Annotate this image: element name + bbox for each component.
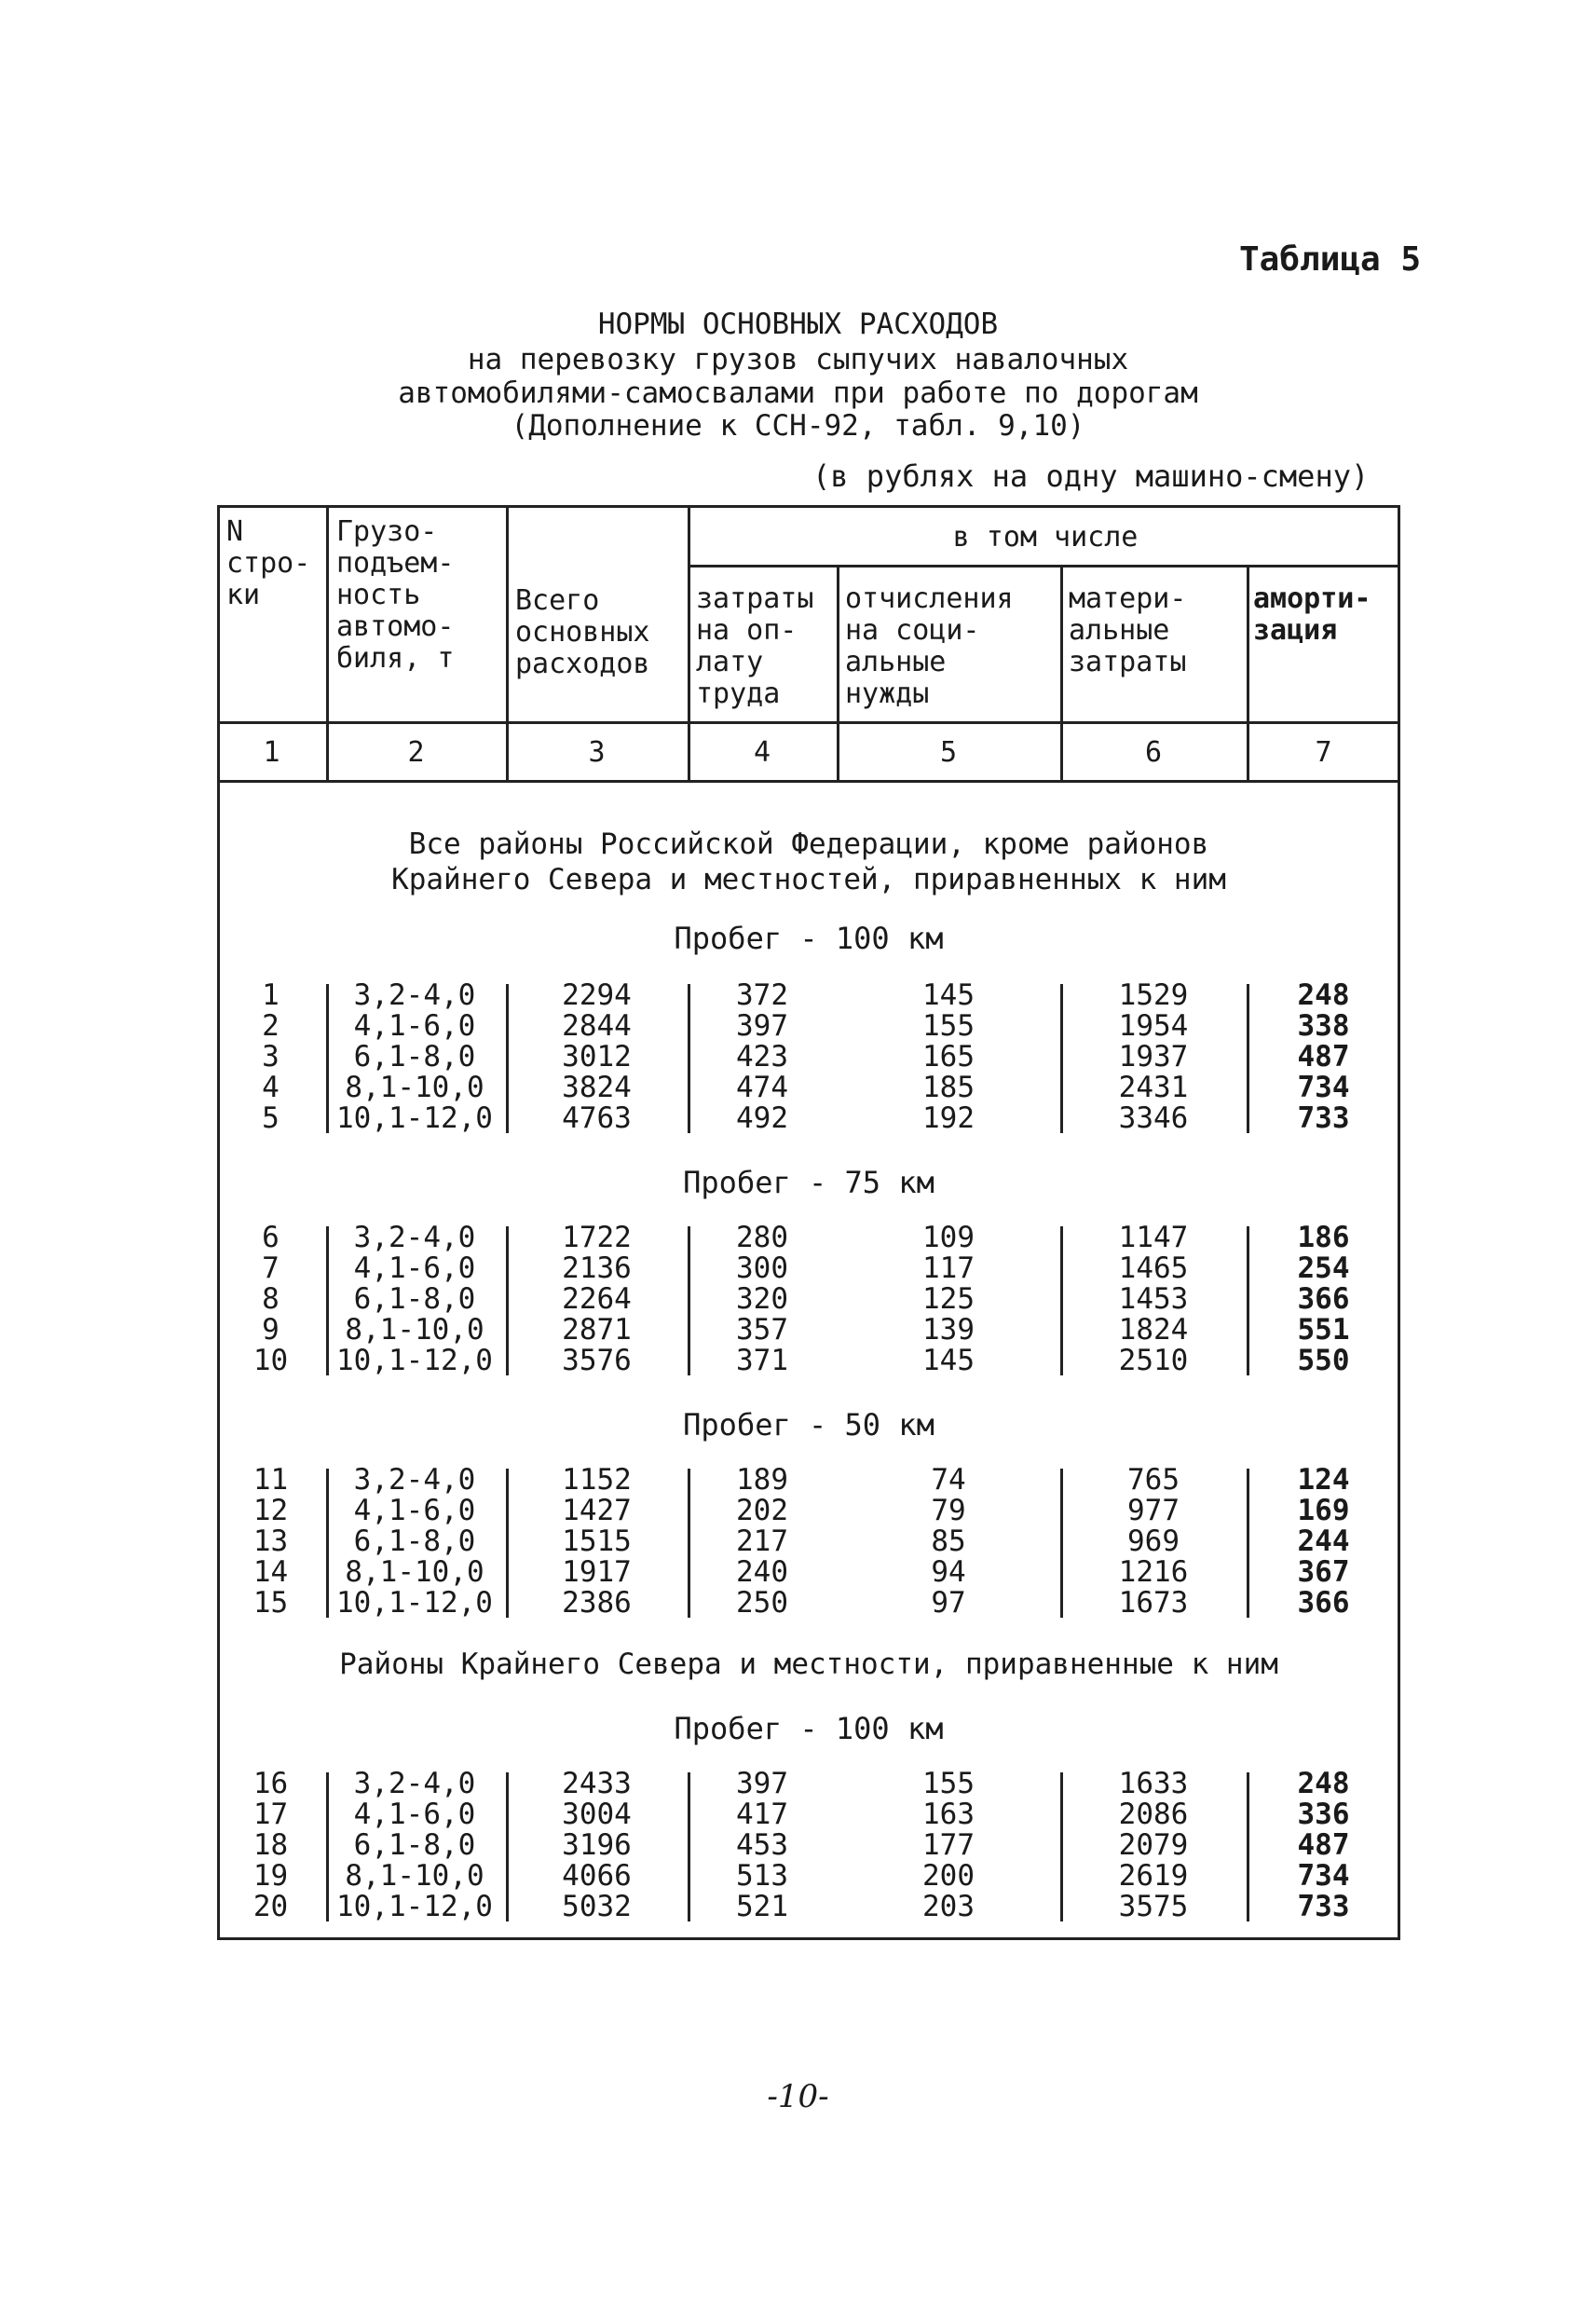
cell-material-costs: 2086 [1118,1798,1189,1831]
cell-row-number: 11 [252,1463,289,1497]
cell-total-costs: 3004 [562,1798,632,1831]
cell-social-contributions: 177 [922,1828,975,1862]
table-row [217,1011,1400,1042]
cell-capacity: 3,2-4,0 [353,1767,476,1800]
cell-total-costs: 3576 [562,1344,632,1377]
cell-capacity: 10,1-12,0 [336,1344,493,1377]
header-including: в том числе [952,521,1139,554]
cell-social-contributions: 145 [922,978,975,1012]
table-row [217,1526,1400,1557]
cell-capacity: 4,1-6,0 [353,1009,476,1043]
cell-social-contributions: 109 [922,1221,975,1254]
cell-row-number: 8 [262,1282,280,1316]
cell-material-costs: 1529 [1118,978,1189,1012]
cell-material-costs: 1465 [1118,1251,1189,1285]
cell-depreciation: 169 [1297,1494,1350,1527]
table-row [217,1315,1400,1346]
mileage-heading: Пробег - 50 км [683,1407,934,1443]
column-number: 4 [753,736,771,769]
cell-material-costs: 2510 [1118,1344,1189,1377]
cell-social-contributions: 185 [922,1071,975,1104]
cell-total-costs: 1515 [562,1525,632,1558]
cell-labor-costs: 492 [736,1101,788,1135]
cell-social-contributions: 79 [931,1494,966,1527]
cell-capacity: 3,2-4,0 [353,1463,476,1497]
cell-total-costs: 2294 [562,978,632,1012]
table-row [217,1496,1400,1526]
cell-capacity: 8,1-10,0 [345,1859,484,1893]
table-row [217,1346,1400,1376]
cell-labor-costs: 513 [736,1859,788,1893]
subtitle-line: (Дополнение к ССН-92, табл. 9,10) [511,409,1085,443]
cell-labor-costs: 320 [736,1282,788,1316]
cell-depreciation: 733 [1297,1890,1350,1923]
cell-capacity: 10,1-12,0 [336,1890,493,1923]
table-row [217,1892,1400,1922]
mileage-heading: Пробег - 75 км [683,1165,934,1200]
unit-note: (в рублях на одну машино-смену) [812,458,1370,494]
cell-total-costs: 5032 [562,1890,632,1923]
cell-social-contributions: 97 [931,1586,966,1620]
cell-depreciation: 366 [1297,1282,1350,1316]
cell-depreciation: 551 [1297,1313,1350,1347]
cell-row-number: 19 [252,1859,289,1893]
header-capacity: Грузо- подъем- ность автомо- биля, т [336,515,455,675]
cell-labor-costs: 300 [736,1251,788,1285]
cell-total-costs: 4066 [562,1859,632,1893]
cell-material-costs: 1954 [1118,1009,1189,1043]
cell-depreciation: 248 [1297,978,1350,1012]
cell-capacity: 10,1-12,0 [336,1101,493,1135]
cell-capacity: 4,1-6,0 [353,1798,476,1831]
table-row [217,1465,1400,1496]
cell-material-costs: 2619 [1118,1859,1189,1893]
cell-row-number: 17 [252,1798,289,1831]
column-number: 2 [407,736,425,769]
header-total-costs: Всего основных расходов [515,584,650,680]
cell-depreciation: 550 [1297,1344,1350,1377]
document-title: НОРМЫ ОСНОВНЫХ РАСХОДОВ [597,308,999,341]
cell-row-number: 2 [262,1009,280,1043]
cell-depreciation: 487 [1297,1040,1350,1073]
cell-social-contributions: 74 [931,1463,966,1497]
header-labor-costs: затраты на оп- лату труда [696,582,814,710]
cell-social-contributions: 117 [922,1251,975,1285]
cell-social-contributions: 192 [922,1101,975,1135]
cell-depreciation: 487 [1297,1828,1350,1862]
cell-material-costs: 2431 [1118,1071,1189,1104]
cell-total-costs: 3196 [562,1828,632,1862]
cell-capacity: 6,1-8,0 [353,1282,476,1316]
header-depreciation: аморти- зация [1253,582,1371,647]
cell-row-number: 1 [262,978,280,1012]
cell-depreciation: 367 [1297,1555,1350,1589]
cell-social-contributions: 155 [922,1009,975,1043]
subtitle-line: автомобилями-самосвалами при работе по дорогам [398,376,1198,410]
cell-row-number: 18 [252,1828,289,1862]
page-number: -10- [767,2078,829,2115]
cell-social-contributions: 163 [922,1798,975,1831]
table-row [217,1042,1400,1073]
cell-row-number: 4 [262,1071,280,1104]
header-social-contributions: отчисления на соци- альные нужды [845,582,1014,710]
cell-total-costs: 2844 [562,1009,632,1043]
cell-material-costs: 1216 [1118,1555,1189,1589]
cell-material-costs: 1633 [1118,1767,1189,1800]
cell-capacity: 8,1-10,0 [345,1071,484,1104]
cell-depreciation: 336 [1297,1798,1350,1831]
cell-total-costs: 4763 [562,1101,632,1135]
cell-social-contributions: 94 [931,1555,966,1589]
table-bottom-border [217,1937,1400,1940]
cell-material-costs: 1673 [1118,1586,1189,1620]
cell-capacity: 6,1-8,0 [353,1828,476,1862]
cell-labor-costs: 250 [736,1586,788,1620]
cell-depreciation: 248 [1297,1767,1350,1800]
cell-total-costs: 1427 [562,1494,632,1527]
cell-labor-costs: 397 [736,1767,788,1800]
column-number: 7 [1315,736,1332,769]
cell-material-costs: 1147 [1118,1221,1189,1254]
cell-labor-costs: 371 [736,1344,788,1377]
cell-capacity: 8,1-10,0 [345,1555,484,1589]
mileage-heading: Пробег - 100 км [674,1711,944,1746]
column-number-divider [217,780,1400,783]
cell-material-costs: 3575 [1118,1890,1189,1923]
cell-social-contributions: 165 [922,1040,975,1073]
table-row [217,1830,1400,1861]
cell-depreciation: 733 [1297,1101,1350,1135]
cell-labor-costs: 474 [736,1071,788,1104]
cell-total-costs: 2386 [562,1586,632,1620]
header-divider [217,721,1400,724]
table-row [217,1223,1400,1253]
norms-table [217,505,1400,1940]
cell-material-costs: 1937 [1118,1040,1189,1073]
cell-row-number: 13 [252,1525,289,1558]
cell-capacity: 10,1-12,0 [336,1586,493,1620]
cell-total-costs: 3824 [562,1071,632,1104]
cell-total-costs: 1917 [562,1555,632,1589]
column-number: 6 [1144,736,1163,769]
table-row [217,980,1400,1011]
cell-material-costs: 765 [1127,1463,1180,1497]
cell-labor-costs: 372 [736,978,788,1012]
cell-capacity: 6,1-8,0 [353,1040,476,1073]
cell-total-costs: 2136 [562,1251,632,1285]
cell-row-number: 16 [252,1767,289,1800]
cell-row-number: 14 [252,1555,289,1589]
table-label: Таблица 5 [1239,240,1422,279]
cell-row-number: 10 [252,1344,289,1377]
table-row [217,1769,1400,1799]
cell-material-costs: 977 [1127,1494,1180,1527]
cell-labor-costs: 280 [736,1221,788,1254]
cell-material-costs: 3346 [1118,1101,1189,1135]
cell-depreciation: 186 [1297,1221,1350,1254]
table-row [217,1861,1400,1892]
cell-labor-costs: 397 [736,1009,788,1043]
cell-material-costs: 1824 [1118,1313,1189,1347]
table-row [217,1588,1400,1619]
cell-labor-costs: 453 [736,1828,788,1862]
cell-depreciation: 734 [1297,1071,1350,1104]
cell-capacity: 4,1-6,0 [353,1494,476,1527]
section-title: Районы Крайнего Севера и местности, приравненные к ним [339,1648,1278,1681]
cell-capacity: 8,1-10,0 [345,1313,484,1347]
cell-social-contributions: 203 [922,1890,975,1923]
cell-material-costs: 969 [1127,1525,1180,1558]
group-header-divider [690,565,1400,567]
cell-labor-costs: 217 [736,1525,788,1558]
column-number: 5 [939,736,958,769]
cell-social-contributions: 139 [922,1313,975,1347]
mileage-heading: Пробег - 100 км [674,921,944,956]
cell-labor-costs: 202 [736,1494,788,1527]
header-row-number: N стро- ки [226,515,311,611]
cell-depreciation: 338 [1297,1009,1350,1043]
cell-capacity: 4,1-6,0 [353,1251,476,1285]
cell-labor-costs: 357 [736,1313,788,1347]
cell-depreciation: 734 [1297,1859,1350,1893]
cell-material-costs: 1453 [1118,1282,1189,1316]
cell-row-number: 20 [252,1890,289,1923]
cell-social-contributions: 155 [922,1767,975,1800]
column-number: 3 [588,736,606,769]
cell-row-number: 9 [262,1313,280,1347]
cell-total-costs: 3012 [562,1040,632,1073]
header-material-costs: матери- альные затраты [1069,582,1187,678]
cell-total-costs: 1152 [562,1463,632,1497]
cell-labor-costs: 521 [736,1890,788,1923]
cell-row-number: 12 [252,1494,289,1527]
cell-total-costs: 1722 [562,1221,632,1254]
cell-row-number: 5 [262,1101,280,1135]
cell-labor-costs: 189 [736,1463,788,1497]
cell-row-number: 3 [262,1040,280,1073]
cell-depreciation: 244 [1297,1525,1350,1558]
cell-row-number: 6 [262,1221,280,1254]
cell-depreciation: 124 [1297,1463,1350,1497]
table-row [217,1103,1400,1134]
cell-capacity: 3,2-4,0 [353,978,476,1012]
cell-social-contributions: 200 [922,1859,975,1893]
cell-total-costs: 2433 [562,1767,632,1800]
cell-total-costs: 2871 [562,1313,632,1347]
cell-social-contributions: 85 [931,1525,966,1558]
cell-labor-costs: 417 [736,1798,788,1831]
table-row [217,1253,1400,1284]
cell-social-contributions: 125 [922,1282,975,1316]
cell-labor-costs: 240 [736,1555,788,1589]
cell-material-costs: 2079 [1118,1828,1189,1862]
table-top-border [217,505,1400,508]
subtitle-line: на перевозку грузов сыпучих навалочных [467,343,1129,376]
column-number: 1 [263,736,280,769]
cell-capacity: 6,1-8,0 [353,1525,476,1558]
table-row [217,1799,1400,1830]
cell-capacity: 3,2-4,0 [353,1221,476,1254]
table-row [217,1073,1400,1103]
table-row [217,1557,1400,1588]
cell-depreciation: 366 [1297,1586,1350,1620]
cell-labor-costs: 423 [736,1040,788,1073]
table-row [217,1284,1400,1315]
cell-row-number: 7 [262,1251,280,1285]
cell-row-number: 15 [252,1586,289,1620]
cell-total-costs: 2264 [562,1282,632,1316]
cell-depreciation: 254 [1297,1251,1350,1285]
cell-social-contributions: 145 [922,1344,975,1377]
section-title: Все районы Российской Федерации, кроме районов Крайнего Севера и местностей, приравненных к ним [391,827,1226,896]
